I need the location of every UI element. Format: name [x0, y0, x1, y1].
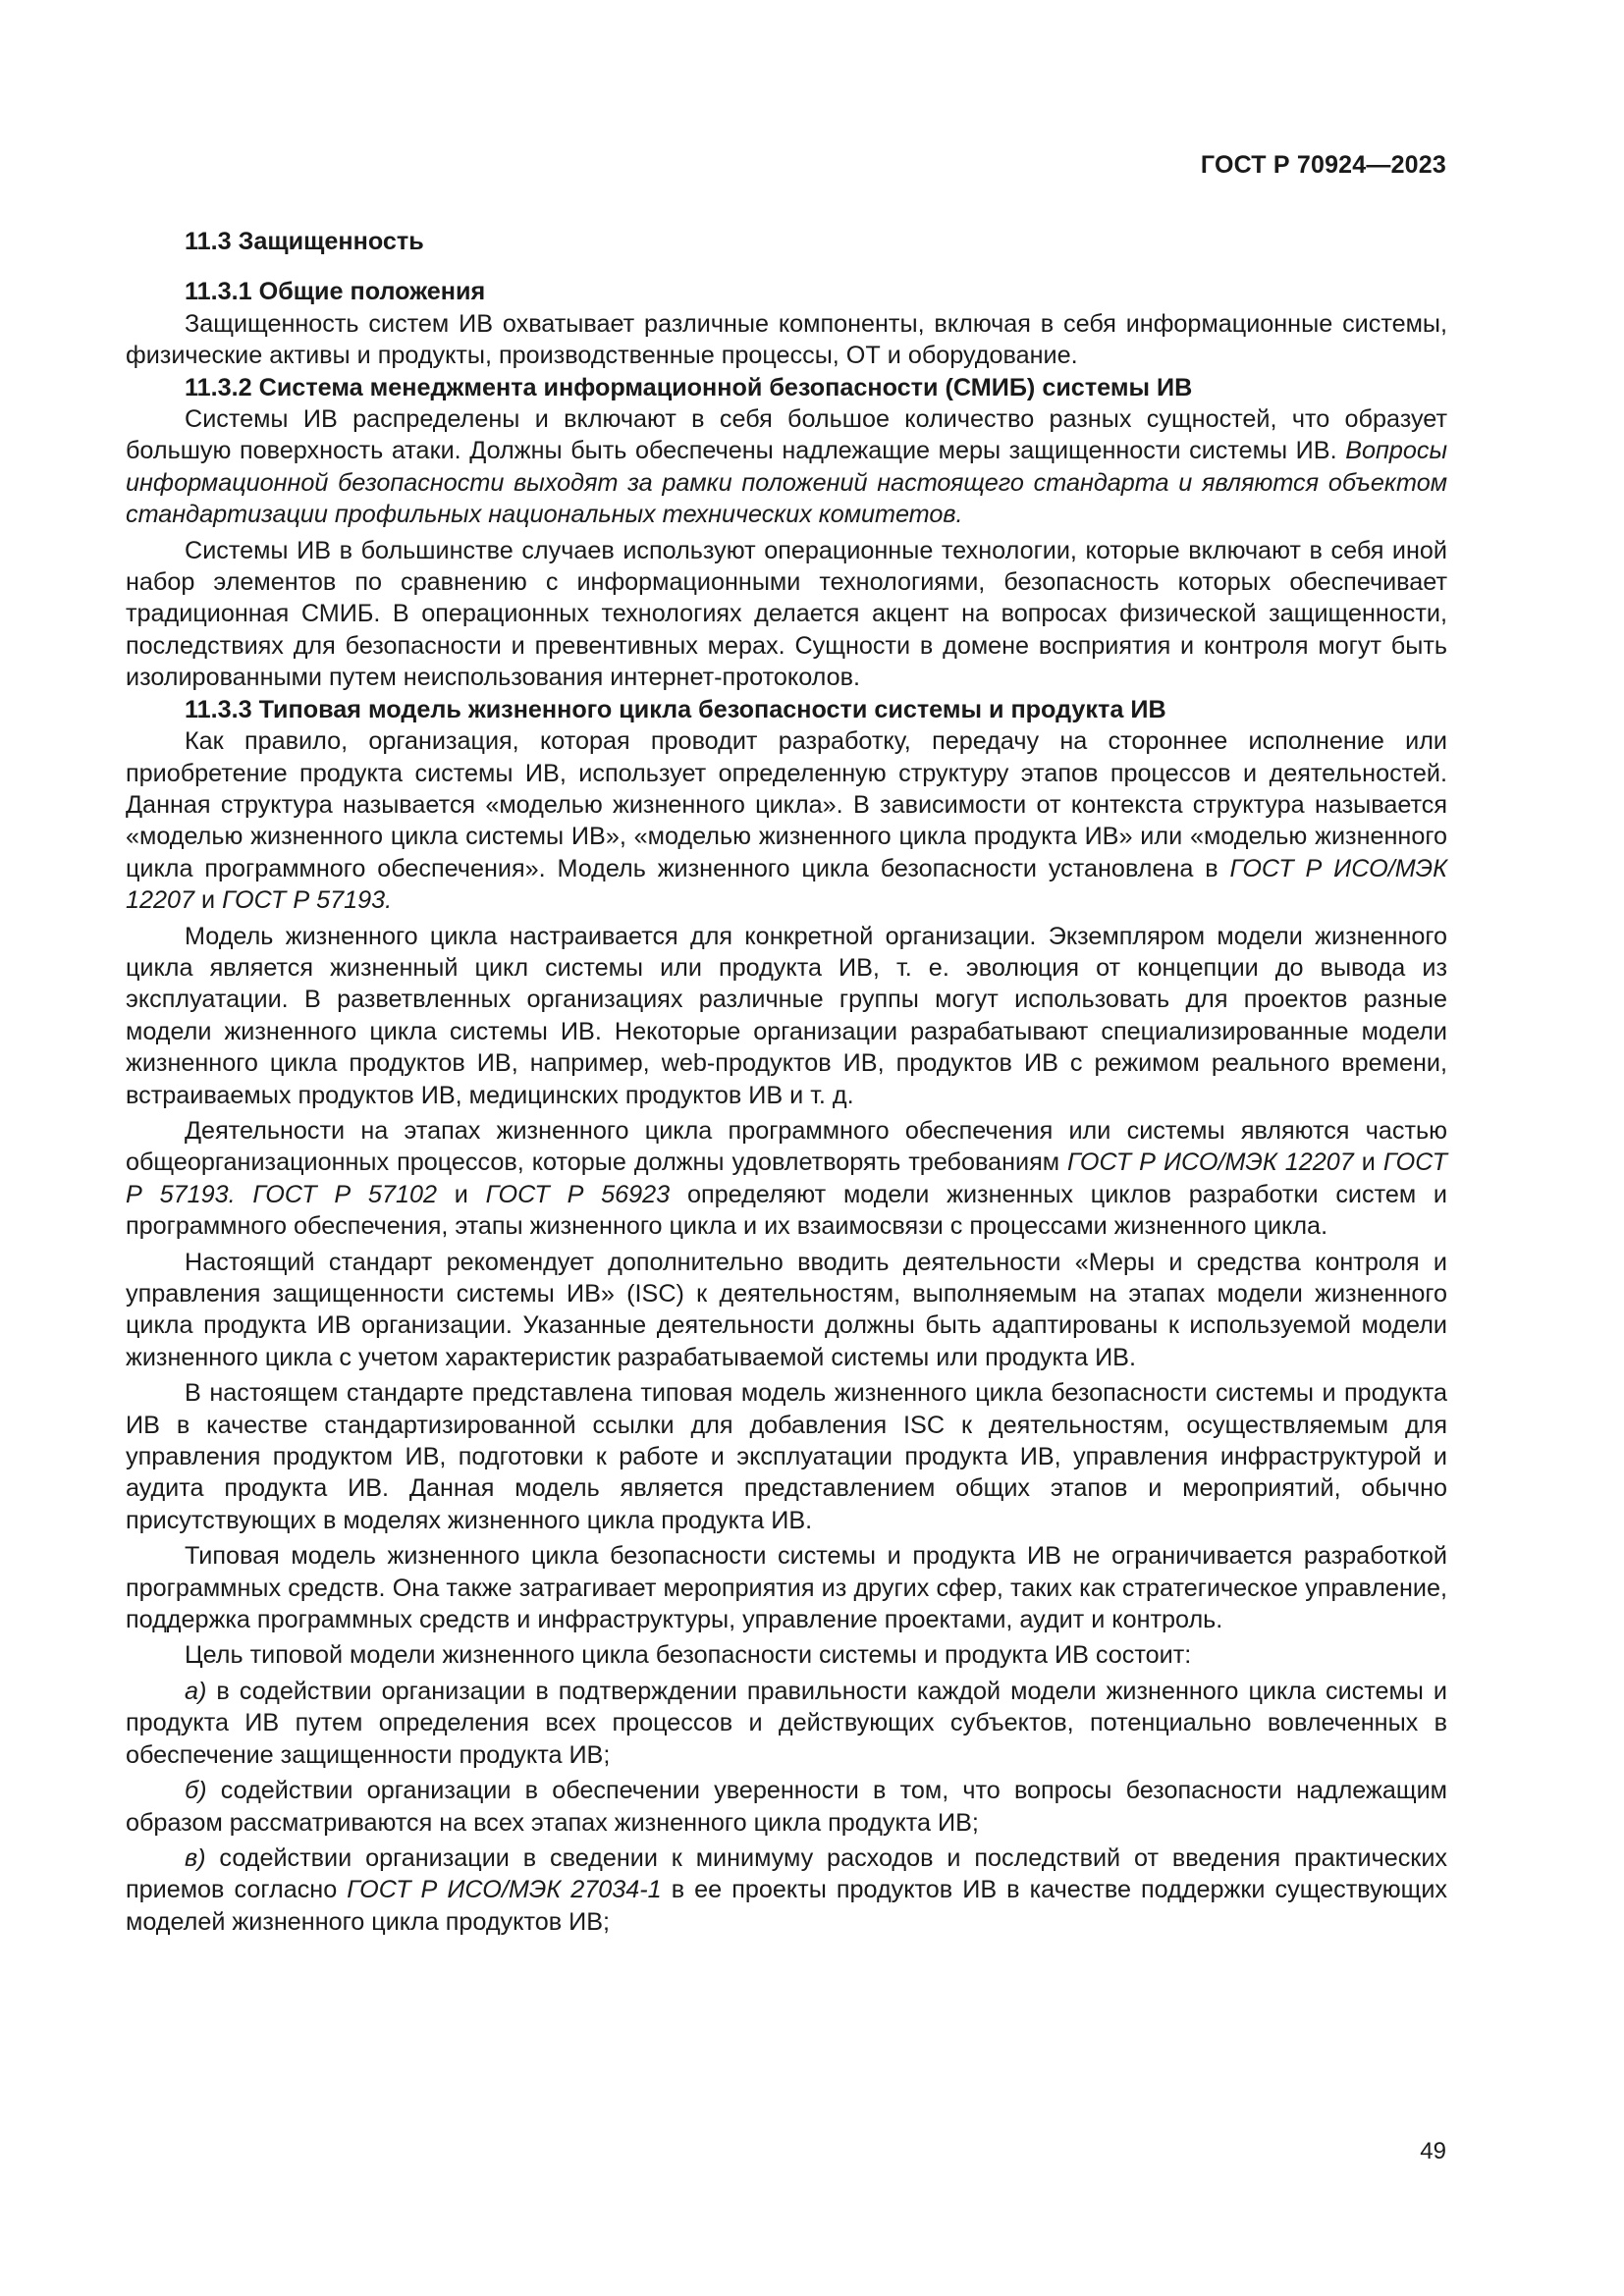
standard-reference: ГОСТ Р 56923 — [485, 1180, 671, 1208]
list-item-c — [126, 1842, 1447, 1938]
italic-text: Вопросы информационной безопасности выходят за рамки положений настоящего стандарта и являются объектом стандартизации профильных национальных технических комитетов. — [126, 437, 1447, 529]
section-heading-11-3-1: 11.3.1 Общие положения — [185, 278, 486, 306]
text: Как правило, организация, которая проводит разработку, передачу на стороннее исполнение или приобретение продукта системы ИВ, использует определенную структуру этапов процессов и деятельностей. Данная структура называется «моделью жизненного цикла». В зависимости от контекста структура называется «моделью жизненного цикла системы ИВ», «моделью жизненного цикла продукта ИВ» или «моделью жизненного цикла программного обеспечения». Модель жизненного цикла безопасности установлена в — [126, 727, 1447, 882]
text: Деятельности на этапах жизненного цикла программного обеспечения или системы являются частью общеорганизационных процессов, которые должны удовлетворять требованиям — [126, 1116, 1447, 1177]
section-heading-11-3-2: 11.3.2 Система менеджмента информационной безопасности (СМИБ) системы ИВ — [185, 373, 1193, 401]
text: и — [1353, 1148, 1383, 1177]
list-marker: в) — [185, 1843, 206, 1872]
paragraph — [126, 1115, 1447, 1243]
text: и — [436, 1180, 486, 1208]
paragraph: Модель жизненного цикла настраивается для конкретной организации. Экземпляром модели жизненного цикла является жизненный цикл системы или продукта ИВ, т. е. эволюция от концепции до вывода из эксплуатации. В разветвленных организациях различные группы могут использовать для проектов разные модели жизненного цикла системы ИВ. Некоторые организации разрабатывают специализированные модели жизненного цикла продуктов ИВ, например, web-продуктов ИВ, продуктов ИВ с режимом реального времени, встраиваемых продуктов ИВ, медицинских продуктов ИВ и т. д. — [126, 922, 1447, 1109]
list-marker: б) — [185, 1777, 207, 1805]
page-number: 49 — [1420, 2138, 1446, 2164]
text: и — [194, 886, 223, 915]
paragraph — [126, 403, 1447, 531]
section-heading-11-3-3: 11.3.3 Типовая модель жизненного цикла безопасности системы и продукта ИВ — [185, 695, 1166, 723]
paragraph: Настоящий стандарт рекомендует дополнительно вводить деятельности «Меры и средства контроля и управления защищенности системы ИВ» (ISC) к деятельностям, выполняемым на этапах модели жизненного цикла продукта ИВ организации. Указанные деятельности должны быть адаптированы к используемой модели жизненного цикла с учетом характеристик разрабатываемой системы или продукта ИВ. — [126, 1248, 1447, 1371]
document-body — [126, 226, 1447, 1938]
standard-reference: ГОСТ Р ИСО/МЭК 12207 — [1067, 1148, 1354, 1177]
text: содействии организации в обеспечении уверенности в том, что вопросы безопасности надлежащим образом рассматриваются на всех этапах жизненного цикла продукта ИВ; — [126, 1777, 1447, 1837]
list-item-a — [126, 1676, 1447, 1771]
paragraph: Цель типовой модели жизненного цикла безопасности системы и продукта ИВ состоит: — [185, 1641, 1192, 1670]
standard-reference: ГОСТ Р 57193. ГОСТ Р 57102 — [126, 1148, 1448, 1208]
list-item-b — [126, 1775, 1447, 1839]
text: Системы ИВ распределены и включают в себя большое количество разных сущностей, что образует большую поверхность атаки. Должны быть обеспечены надлежащие меры защищенности системы ИВ. — [126, 405, 1447, 465]
paragraph: В настоящем стандарте представлена типовая модель жизненного цикла безопасности системы и продукта ИВ в качестве стандартизированной ссылки для добавления ISC к деятельностям, осуществляемым для управления продуктом ИВ, подготовки к работе и эксплуатации продукта ИВ, управления инфраструктурой и аудита продукта ИВ. Данная модель является представлением общих этапов и мероприятий, обычно присутствующих в моделях жизненного цикла продукта ИВ. — [126, 1379, 1447, 1534]
standard-reference: ГОСТ Р ИСО/МЭК 27034-1 — [347, 1876, 662, 1904]
paragraph — [126, 725, 1447, 916]
list-marker: а) — [185, 1677, 207, 1705]
paragraph: Системы ИВ в большинстве случаев используют операционные технологии, которые включают в себя иной набор элементов по сравнению с информационными технологиями, безопасность которых обеспечивает традиционная СМИБ. В операционных технологиях делается акцент на вопросах физической защищенности, последствиях для безопасности и превентивных мерах. Сущности в домене восприятия и контроля могут быть изолированными путем неиспользования интернет-протоколов. — [126, 536, 1447, 692]
text: определяют модели жизненных циклов разработки систем и программного обеспечения, этапы жизненного цикла и их взаимосвязи с процессами жизненного цикла. — [126, 1180, 1447, 1241]
standard-reference: ГОСТ Р 57193. — [222, 886, 393, 915]
paragraph: Защищенность систем ИВ охватывает различные компоненты, включая в себя информационные системы, физические активы и продукты, производственные процессы, ОТ и оборудование. — [126, 309, 1447, 370]
document-code: ГОСТ Р 70924—2023 — [1200, 151, 1446, 179]
text: содействии организации в сведении к минимуму расходов и последствий от введения практических приемов согласно — [126, 1843, 1447, 1904]
standard-reference: ГОСТ Р ИСО/МЭК 12207 — [126, 854, 1447, 915]
text: в ее проекты продуктов ИВ в качестве поддержки существующих моделей жизненного цикла продуктов ИВ; — [126, 1876, 1447, 1936]
paragraph: Типовая модель жизненного цикла безопасности системы и продукта ИВ не ограничивается разработкой программных средств. Она также затрагивает мероприятия из других сфер, таких как стратегическое управление, поддержка программных средств и инфраструктуры, управление проектами, аудит и контроль. — [126, 1542, 1447, 1634]
section-heading-11-3: 11.3 Защищенность — [185, 228, 424, 255]
text: в содействии организации в подтверждении правильности каждой модели жизненного цикла системы и продукта ИВ путем определения всех процессов и действующих субъектов, потенциально вовлеченных в обеспечение защищенности продукта ИВ; — [126, 1677, 1447, 1769]
